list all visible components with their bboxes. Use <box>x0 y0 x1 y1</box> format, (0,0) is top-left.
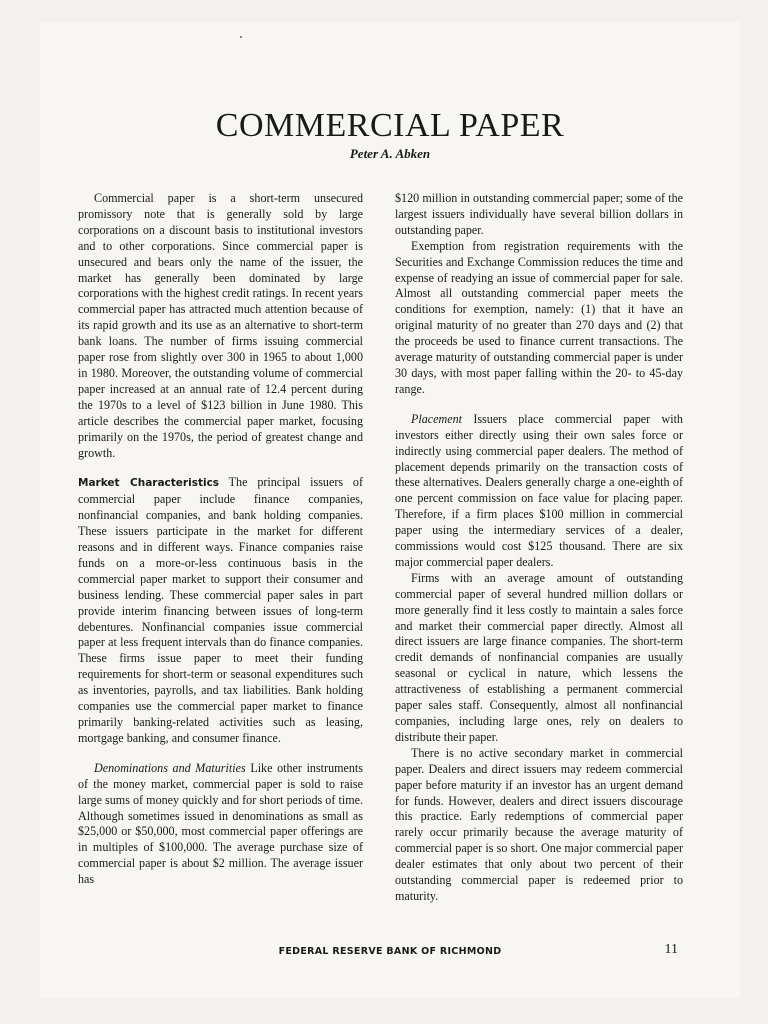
continued-paragraph: $120 million in outstanding commercial paper; some of the largest issuers individually have several billion dollars in outstanding paper. <box>395 191 683 237</box>
author-byline: Peter A. Abken <box>349 146 431 161</box>
secondary-market-paragraph: There is no active secondary market in commercial paper. Dealers and direct issuers may redeem commercial paper before maturity if an investor has an urgent demand for funds. However, dealers and direct issuers discourage this practice. Early redemptions of commercial paper rarely occur primarily because the average maturity of commercial paper is so short. One major commercial paper dealer estimates that only about two percent of their outstanding commercial paper is redeemed prior to maturity. <box>395 745 683 903</box>
placement-paragraph <box>395 412 683 571</box>
section-heading-placement: Placement <box>411 411 463 426</box>
section-heading-denominations: Denominations and Maturities <box>94 760 246 775</box>
denominations-paragraph <box>78 761 363 888</box>
right-column <box>395 191 683 905</box>
publisher-footer: FEDERAL RESERVE BANK OF RICHMOND <box>278 946 502 957</box>
intro-paragraph: Commercial paper is a short-term unsecured promissory note that is generally sold by large corporations on a discount basis to institutional investors and to other corporations. Since commercial paper is unsecured and bears only the name of the issuer, the market has generally been dominated by large corporations with the highest credit ratings. In recent years commercial paper has attracted much attention because of its rapid growth and its use as an alternative to short-term bank loans. The number of firms issuing commercial paper rose from slightly over 300 in 1965 to about 1,000 in 1980. Moreover, the outstanding volume of commercial paper increased at an annual rate of 12.4 percent during the 1970s to a level of $123 billion in June 1980. This article describes the commercial paper market, focusing primarily on the 1970s, the period of greatest change and growth. <box>78 191 363 460</box>
denominations-text: Like other instruments of the money market, commercial paper is sold to raise large sums of money quickly and for short periods of time. Although sometimes issued in denominations as small as $25,000 or $50,000, most commercial paper offerings are in multiples of $100,000. The average purchase size of commercial paper is about $2 million. The average issuer has <box>78 760 363 887</box>
document-page <box>40 22 740 998</box>
exemption-paragraph: Exemption from registration requirements with the Securities and Exchange Commission reduces the time and expense of readying an issue of commercial paper for sale. Almost all outstanding commercial paper meets the conditions for exemption, namely: (1) that it have an original maturity of no greater than 270 days and (2) that the proceeds be used to finance current transactions. The average maturity of outstanding commercial paper is under 30 days, with most paper falling within the 20- to 45-day range. <box>395 238 683 396</box>
left-column <box>78 191 363 888</box>
speck <box>240 36 242 38</box>
page-number: 11 <box>664 942 678 957</box>
direct-issuers-paragraph: Firms with an average amount of outstanding commercial paper of several hundred million dollars or more generally find it less costly to maintain a sales force and market their commercial paper directly. Almost all direct issuers are large finance companies. The short-term credit demands of nonfinancial companies are usually seasonal or cyclical in nature, which lessens the attractiveness of establishing a permanent commercial paper sales staff. Consequently, almost all nonfinancial companies, including large ones, rely on dealers to distribute their paper. <box>395 570 683 744</box>
article-title: COMMERCIAL PAPER <box>215 106 565 144</box>
placement-text: Issuers place commercial paper with investors either directly using their own sales force or indirectly using commercial paper dealers. The method of placement depends primarily on the transaction costs of these alternatives. Dealers generally charge a one-eighth of one percent commission on face value for placing paper. Therefore, if a firm places $100 million in commercial paper using the intermediary services of a dealer, commissions would cost $125 thousand. There are six major commercial paper dealers. <box>395 411 683 569</box>
market-characteristics-text: The principal issuers of commercial paper include finance companies, nonfinancial companies, and bank holding companies. These issuers participate in the market for different reasons and in different ways. Finance companies raise funds on a more-or-less continuous basis in the commercial paper market to support their consumer and business lending. These commercial paper sales in part provide interim financing between issues of long-term debentures. Nonfinancial companies issue commercial paper at less frequent intervals than do finance companies. These firms issue paper to meet their funding requirements for short-term or seasonal expenditures such as inventories, payrolls, and tax liabilities. Bank holding companies use the commercial paper market to finance primarily banking-related activities such as leasing, mortgage banking, and consumer finance. <box>78 475 363 745</box>
market-characteristics-paragraph <box>78 475 363 746</box>
section-heading-market-characteristics: Market Characteristics <box>78 477 220 490</box>
